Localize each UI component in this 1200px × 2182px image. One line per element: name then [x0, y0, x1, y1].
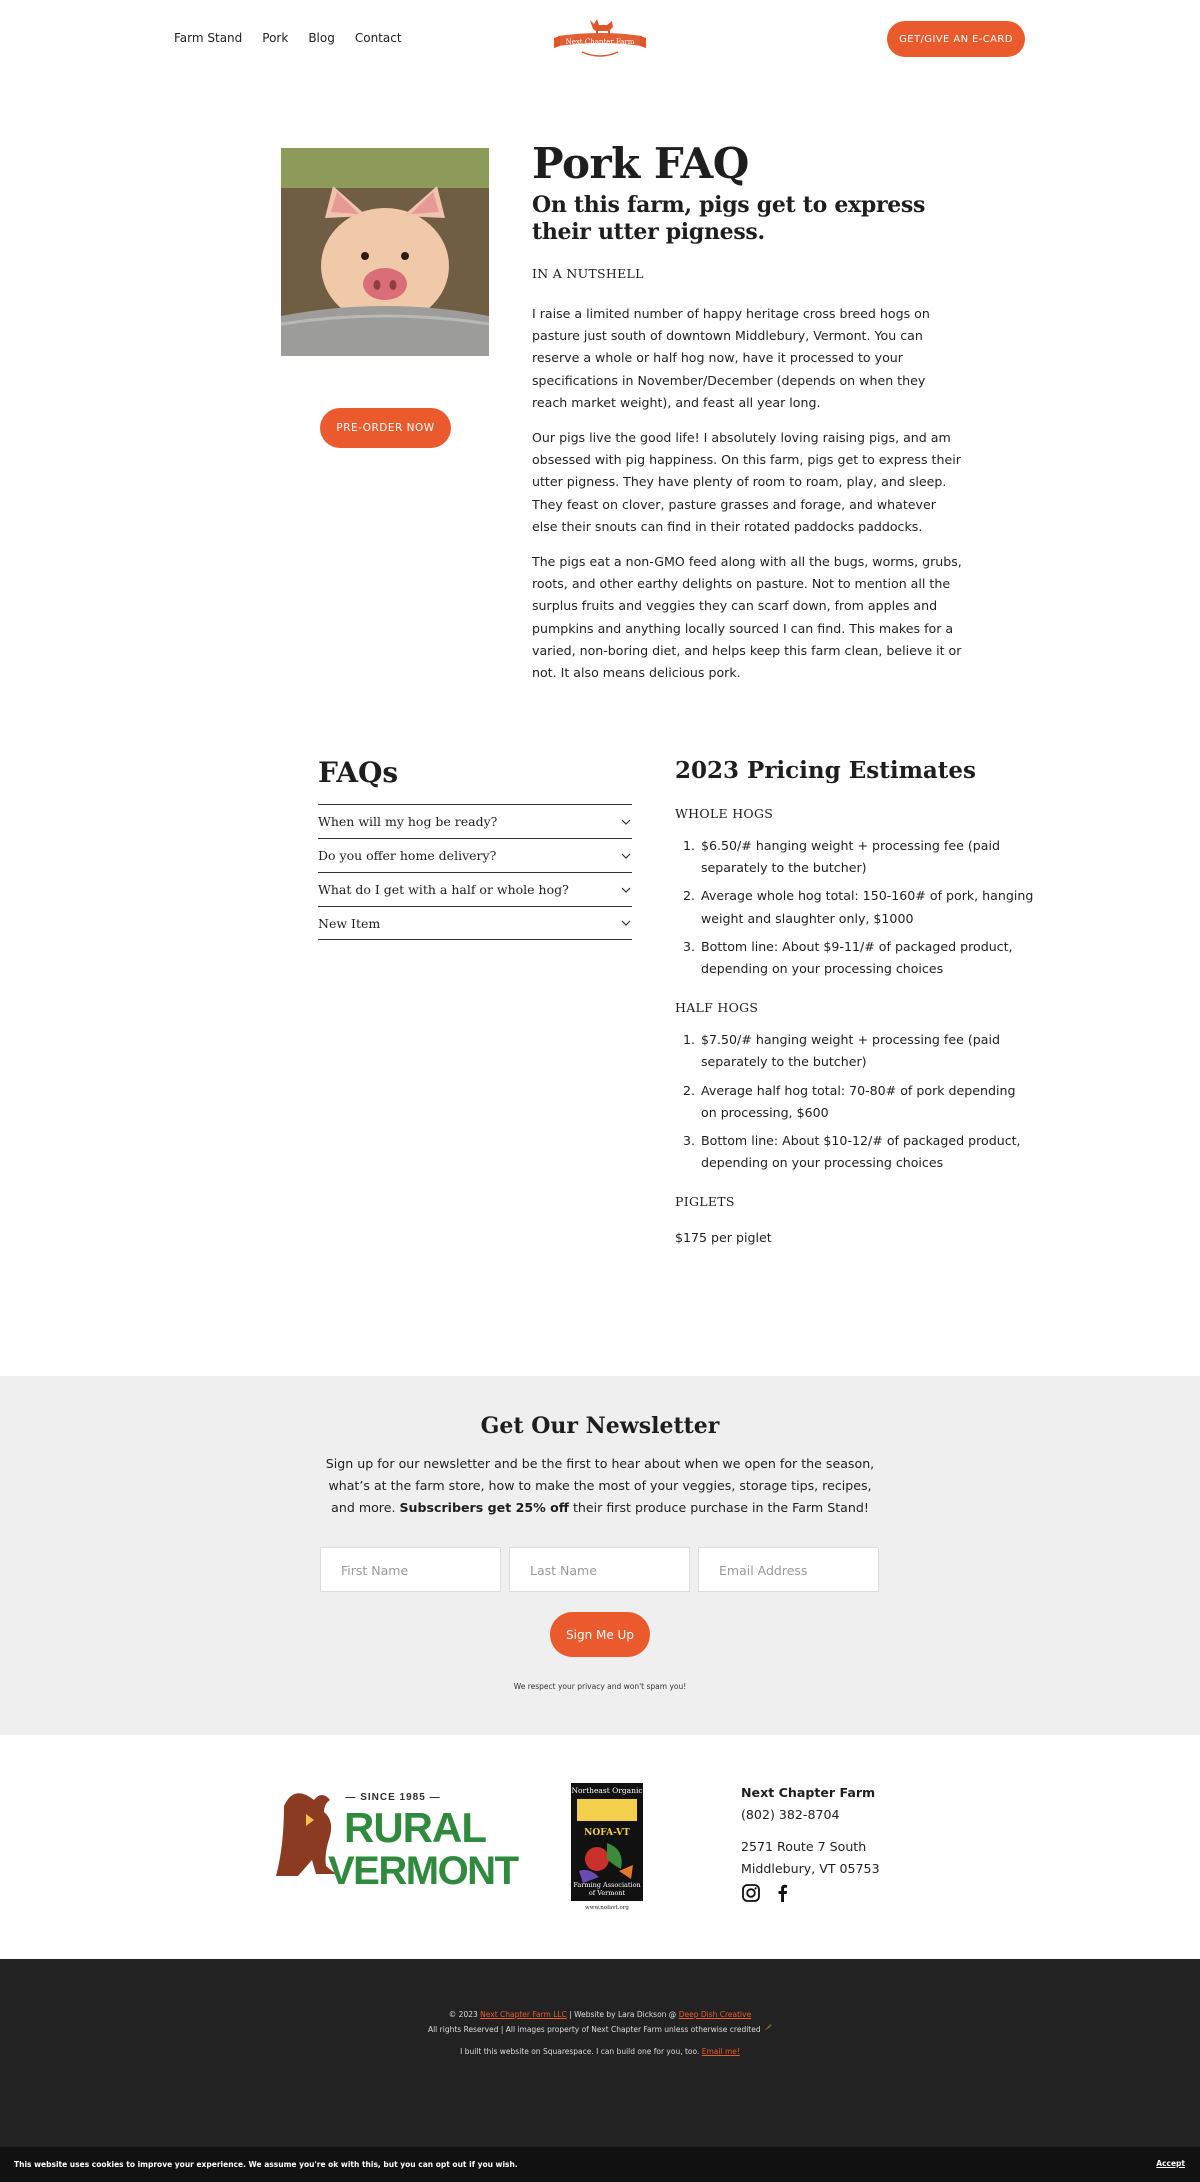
site-footer — [0, 1959, 1200, 2147]
instagram-icon[interactable] — [741, 1883, 761, 1903]
nutshell-heading: IN A NUTSHELL — [532, 266, 644, 281]
nofa-vt-logo[interactable] — [567, 1781, 647, 1912]
site-header — [0, 0, 1200, 80]
intro-paragraph: I raise a limited number of happy heritage cross breed hogs on pasture just south of downtown Middlebury, Vermont. You can reserve a whole or half hog now, have it processed to your specifications in November/December (depends on when they reach market weight), and feast all year long. — [532, 306, 930, 410]
newsletter-title: Get Our Newsletter — [480, 1413, 720, 1439]
faq-section — [318, 756, 632, 940]
svg-text:Northeast Organic: Northeast Organic — [571, 1786, 643, 1795]
get-give-ecard-button[interactable]: GET/GIVE AN E-CARD — [887, 21, 1025, 57]
pig-photo — [281, 148, 489, 356]
intro-section — [532, 140, 962, 684]
svg-text:Farming Association: Farming Association — [573, 1881, 641, 1889]
chevron-down-icon — [620, 917, 632, 929]
cookie-banner — [0, 2147, 1200, 2182]
social-links — [741, 1883, 941, 1903]
svg-text:— SINCE 1985 —: — SINCE 1985 — — [345, 1792, 441, 1803]
faq-accordion-item[interactable] — [318, 872, 632, 906]
last-name-field[interactable]: Last Name — [509, 1547, 690, 1592]
nav-link-pork[interactable]: Pork — [262, 31, 289, 45]
page-subtitle: On this farm, pigs get to express their utter pigness. — [532, 192, 926, 245]
intro-paragraph: The pigs eat a non-GMO feed along with all the bugs, worms, grubs, roots, and other earthy delights on pasture. Not to mention all the surplus fruits and veggies they can scarf down, from apples and pumpkins and anything locally sourced I can find. This makes for a varied, non-boring diet, and helps keep this farm clean, believe it or not. It also means delicious pork. — [532, 554, 962, 681]
farm-address-line: 2571 Route 7 South — [741, 1839, 867, 1854]
list-item: 1. $7.50/# hanging weight + processing fee (paid separately to the butcher) — [699, 1029, 1035, 1073]
svg-text:www.nofavt.org: www.nofavt.org — [585, 1905, 629, 1911]
faq-accordion-item[interactable] — [318, 804, 632, 838]
pricing-title: 2023 Pricing Estimates — [675, 757, 977, 784]
page-title: Pork FAQ — [532, 139, 749, 188]
farm-phone[interactable]: (802) 382-8704 — [741, 1807, 840, 1822]
copyright-line — [0, 2010, 1200, 2019]
faq-question: What do I get with a half or whole hog? — [318, 882, 569, 897]
farm-address-line: Middlebury, VT 05753 — [741, 1861, 880, 1876]
newsletter-description — [325, 1453, 875, 1520]
carrot-icon — [763, 2023, 772, 2032]
farm-contact-info — [741, 1782, 941, 1903]
built-text: I built this website on Squarespace. I can build one for you, too. — [460, 2047, 702, 2056]
faq-accordion-item[interactable] — [318, 838, 632, 872]
intro-paragraph: Our pigs live the good life! I absolutely loving raising pigs, and am obsessed with pig happiness. On this farm, pigs get to express their utter pigness. They have plenty of room to roam, play, and sleep. They feast on clover, pasture grasses and forage, and whatever else their snouts can find in their rotated paddocks paddocks. — [532, 430, 961, 534]
newsletter-discount-text: Subscribers get 25% off — [399, 1500, 569, 1516]
newsletter-desc-text: Sign up for our newsletter and be the first to hear about when we open for the season, what’s at the farm store, how to make the most of your veggies, storage tips, recipes, and more. — [325, 1456, 875, 1516]
email-field[interactable]: Email Address — [698, 1547, 879, 1592]
privacy-note: We respect your privacy and won't spam you! — [513, 1682, 687, 1691]
facebook-icon[interactable] — [773, 1883, 793, 1903]
list-item: 2. Average half hog total: 70-80# of pork depending on processing, $600 — [699, 1080, 1035, 1124]
farm-logo[interactable] — [552, 16, 648, 62]
farm-llc-link[interactable]: Next Chapter Farm LLC — [480, 2010, 567, 2019]
copyright-text: © 2023 — [448, 2010, 481, 2019]
chevron-down-icon — [620, 884, 632, 896]
svg-text:RURAL: RURAL — [344, 1804, 486, 1851]
svg-text:VERMONT: VERMONT — [328, 1849, 518, 1893]
rural-vermont-logo[interactable] — [278, 1784, 518, 1893]
rights-text: All rights Reserved | All images property of Next Chapter Farm unless otherwise credited — [427, 2025, 761, 2034]
half-hogs-list — [675, 1029, 1035, 1174]
piglet-price: $175 per piglet — [675, 1230, 772, 1246]
list-item: 3. Bottom line: About $9-11/# of packaged product, depending on your processing choices — [699, 936, 1035, 980]
cookie-accept-button[interactable]: Accept — [1156, 2159, 1185, 2168]
svg-text:NOFA-VT: NOFA-VT — [584, 1828, 630, 1838]
list-item: 1. $6.50/# hanging weight + processing fee (paid separately to the butcher) — [699, 835, 1035, 879]
faq-accordion-item[interactable] — [318, 906, 632, 940]
chevron-down-icon — [620, 816, 632, 828]
svg-text:of Vermont: of Vermont — [588, 1889, 626, 1897]
cookie-text: This website uses cookies to improve your experience. We assume you're ok with this, but you can opt out if you wish. — [14, 2160, 518, 2169]
nav-link-farm-stand[interactable]: Farm Stand — [174, 31, 243, 45]
farm-name: Next Chapter Farm — [741, 1785, 876, 1800]
piglets-heading: PIGLETS — [675, 1194, 735, 1210]
pre-order-button[interactable]: PRE-ORDER NOW — [320, 408, 451, 448]
email-me-link[interactable]: Email me! — [701, 2047, 740, 2056]
rights-line — [0, 2023, 1200, 2034]
built-line — [0, 2047, 1200, 2056]
whole-hogs-heading: WHOLE HOGS — [675, 806, 774, 821]
sign-me-up-button[interactable]: Sign Me Up — [550, 1612, 650, 1657]
newsletter-section — [0, 1376, 1200, 1735]
credit-text: | Website by Lara Dickson @ — [566, 2010, 679, 2019]
newsletter-desc-text: their first produce purchase in the Farm Stand! — [568, 1500, 869, 1516]
list-item: 3. Bottom line: About $10-12/# of packaged product, depending on your processing choices — [699, 1130, 1035, 1174]
pricing-section — [675, 756, 1035, 1245]
list-item: 2. Average whole hog total: 150-160# of pork, hanging weight and slaughter only, $1000 — [699, 885, 1035, 929]
first-name-field[interactable]: First Name — [320, 1547, 501, 1592]
nav-link-contact[interactable]: Contact — [354, 31, 402, 45]
chevron-down-icon — [620, 850, 632, 862]
half-hogs-heading: HALF HOGS — [675, 1000, 759, 1016]
svg-text:Next Chapter Farm: Next Chapter Farm — [565, 38, 635, 46]
faq-title: FAQs — [318, 756, 399, 789]
main-nav — [174, 31, 402, 45]
deep-dish-creative-link[interactable]: Deep Dish Creative — [678, 2010, 752, 2019]
nav-link-blog[interactable]: Blog — [308, 31, 335, 45]
faq-question: Do you offer home delivery? — [318, 848, 497, 863]
whole-hogs-list — [675, 835, 1035, 980]
faq-question: When will my hog be ready? — [318, 814, 498, 829]
faq-question: New Item — [318, 915, 381, 931]
